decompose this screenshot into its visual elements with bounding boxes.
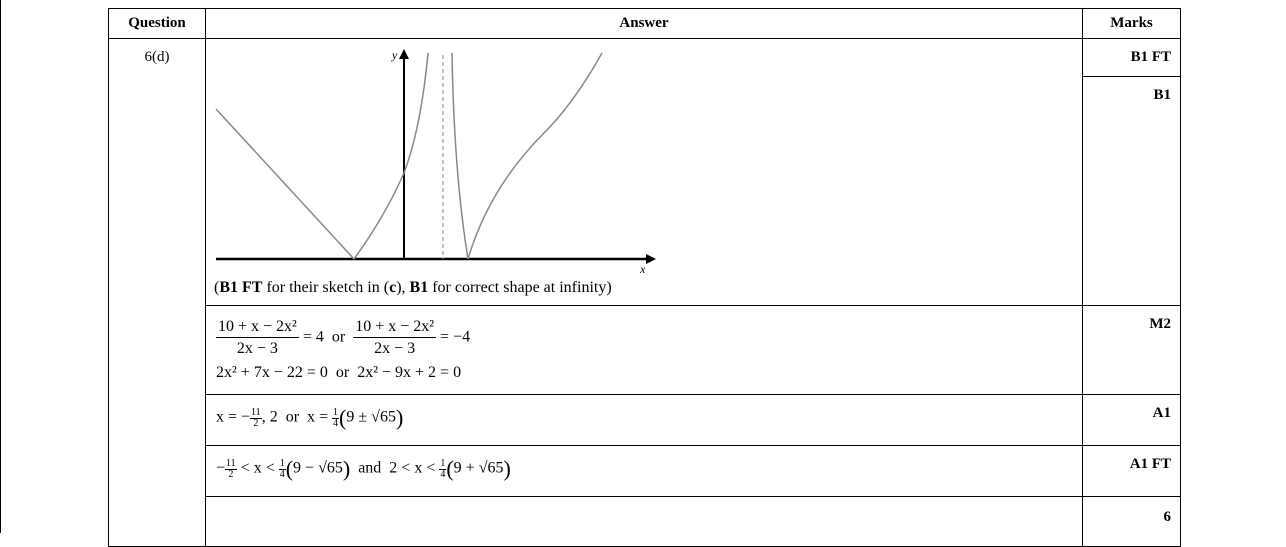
- equation-line-2: 2x² + 7x − 22 = 0 or 2x² − 9x + 2 = 0: [216, 364, 462, 381]
- a1-marks-cell: [1083, 395, 1181, 446]
- question-header: Question: [109, 9, 206, 39]
- x-axis-label: x: [640, 262, 646, 276]
- curve-left-rise: [354, 53, 428, 259]
- mark-a1ft: A1 FT: [1129, 456, 1171, 472]
- sketch-note: (B1 FT for their sketch in (c), B1 for correct shape at infinity): [214, 279, 612, 296]
- header-row: [109, 9, 1181, 39]
- total-marks: 6: [1163, 509, 1171, 525]
- mark-b1ft-box: [1083, 39, 1180, 77]
- equation-cell: [206, 306, 1083, 395]
- a1-row: [109, 395, 1181, 446]
- fraction-1: $\frac{\text{10 + x − 2x²}}{2x - 3}$: [218, 318, 297, 357]
- answer-header: Answer: [206, 9, 1083, 39]
- mark-m2: M2: [1149, 316, 1171, 332]
- sketch-marks-cell: [1083, 39, 1181, 306]
- equation-line-1: $\frac{\text{10 + x − 2x²}}{2x - 3}$ = 4 or $\frac{\text{10 + x − 2x²}}{2x - 3}$ = −4: [218, 318, 471, 357]
- sketch-graph: [214, 43, 674, 279]
- a1ft-row: [109, 446, 1181, 497]
- question-label: 6(d): [144, 49, 170, 65]
- sketch-row: [109, 39, 1181, 306]
- total-marks-cell: [1083, 497, 1181, 547]
- mark-b1: B1: [1153, 87, 1171, 103]
- sketch-cell: [206, 39, 1083, 306]
- curve-right-fall: [452, 53, 468, 259]
- roots-cell: x = − $\frac{11}{2}$ , 2 or x = $\frac{1}{4}$ (9 ± √65): [206, 395, 1083, 446]
- mark-b1ft: B1 FT: [1130, 49, 1171, 65]
- curve-right-rise: [468, 53, 602, 259]
- y-axis-label: y: [392, 48, 398, 62]
- total-row: [109, 497, 1181, 547]
- marks-header: Marks: [1083, 9, 1181, 39]
- m2-row: [109, 306, 1181, 395]
- x-axis-arrow: [646, 254, 656, 264]
- question-cell: [109, 39, 206, 547]
- y-axis-arrow: [399, 49, 409, 59]
- mark-a1: A1: [1152, 405, 1171, 421]
- curve-left-line: [216, 109, 354, 259]
- fraction-2: $\frac{\text{10 + x − 2x²}}{2x - 3}$: [355, 318, 435, 357]
- a1ft-marks-cell: [1083, 446, 1181, 497]
- m2-marks-cell: [1083, 306, 1181, 395]
- mark-scheme-table: [108, 8, 1181, 547]
- inequality-cell: − $\frac{11}{2}$ < x < $\frac{1}{4}$ (9 − √65) and 2 < x < $\frac{1}{4}$ (9 + √65): [206, 446, 1083, 497]
- page-left-rule: [0, 0, 1, 533]
- total-answer-cell: [206, 497, 1083, 547]
